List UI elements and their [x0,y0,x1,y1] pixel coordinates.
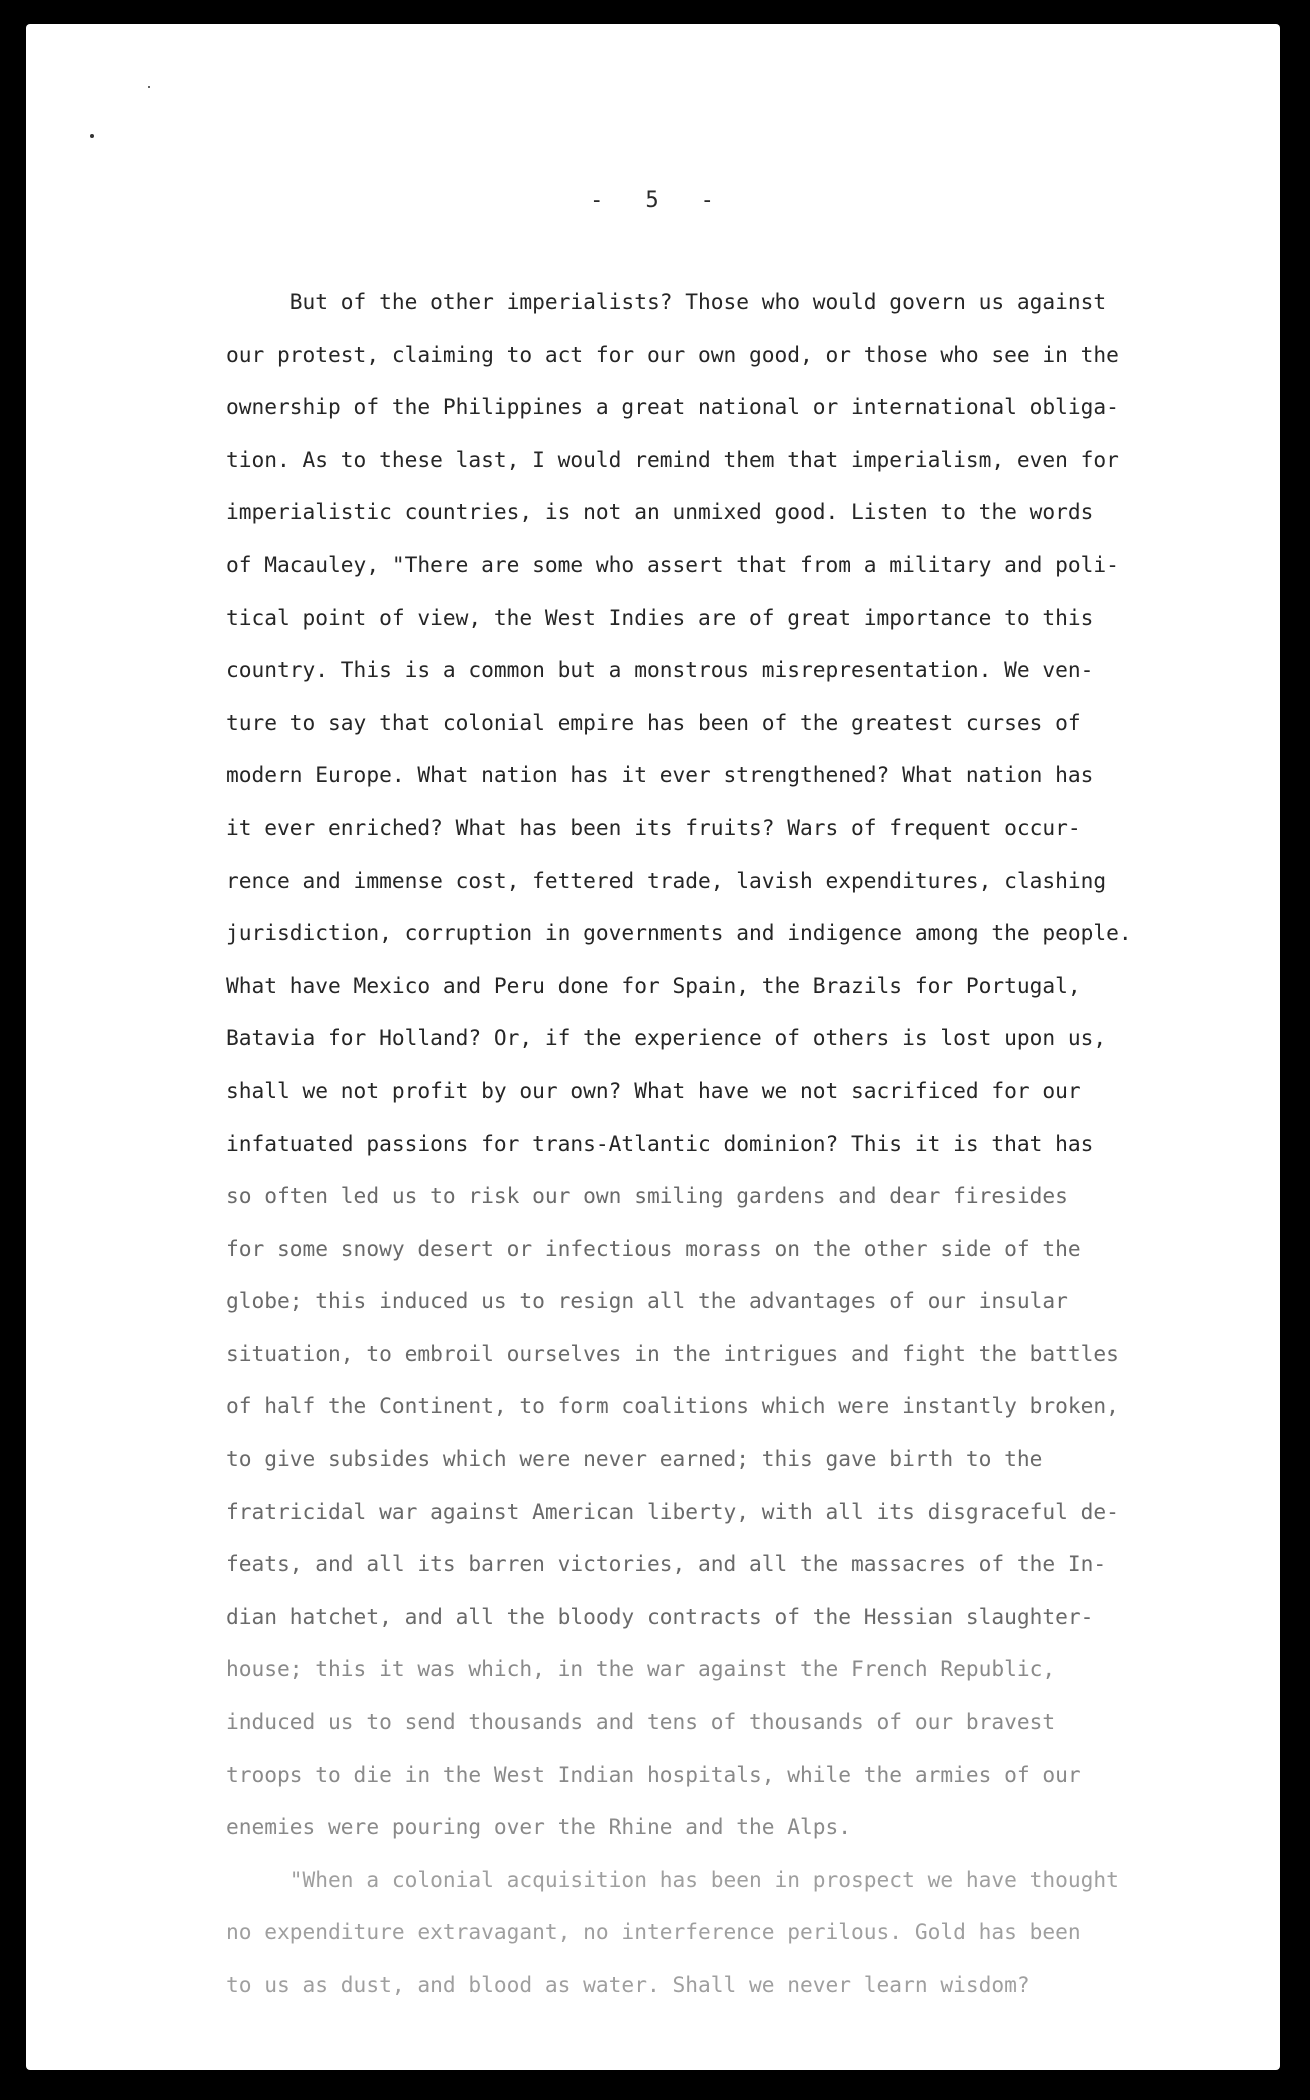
text-line: infatuated passions for trans-Atlantic dominion? This it is that has [226,1130,1094,1156]
text-line: "When a colonial acquisition has been in prospect we have thought [226,1866,1119,1892]
text-line: rence and immense cost, fettered trade, lavish expenditures, clashing [226,867,1107,893]
text-line: enemies were pouring over the Rhine and the Alps. [226,1814,852,1840]
text-line: for some snowy desert or infectious morass on the other side of the [226,1235,1081,1261]
body-text [226,276,1186,2012]
page-number-dash-right: - [700,188,716,213]
text-line: so often led us to risk our own smiling gardens and dear firesides [226,1183,1068,1209]
page-number-value: 5 [645,188,661,213]
text-line: it ever enriched? What has been its fruits? Wars of frequent occur- [226,814,1081,840]
text-line: feats, and all its barren victories, and all the massacres of the In- [226,1551,1107,1577]
text-line: globe; this induced us to resign all the advantages of our insular [226,1288,1068,1314]
text-line: of Macauley, "There are some who assert that from a military and poli- [226,551,1119,577]
text-line: tical point of view, the West Indies are of great importance to this [226,604,1094,630]
text-line: troops to die in the West Indian hospitals, while the armies of our [226,1761,1081,1787]
text-line: house; this it was which, in the war against the French Republic, [226,1656,1056,1682]
text-line: no expenditure extravagant, no interference perilous. Gold has been [226,1919,1081,1945]
text-line: situation, to embroil ourselves in the intrigues and fight the battles [226,1340,1119,1366]
text-line: jurisdiction, corruption in governments and indigence among the people. [226,920,1132,946]
ink-speck [90,134,94,138]
text-line: dian hatchet, and all the bloody contracts of the Hessian slaughter- [226,1603,1094,1629]
text-line: of half the Continent, to form coalitions which were instantly broken, [226,1393,1119,1419]
text-line: imperialistic countries, is not an unmixed good. Listen to the words [226,499,1094,525]
text-line: But of the other imperialists? Those who would govern us against [226,289,1107,314]
text-line: ownership of the Philippines a great national or international obliga- [226,394,1119,420]
text-line: ture to say that colonial empire has been of the greatest curses of [226,709,1081,735]
document-page [26,24,1280,2070]
text-line: fratricidal war against American liberty, with all its disgraceful de- [226,1498,1119,1524]
text-line: induced us to send thousands and tens of thousands of our bravest [226,1709,1056,1735]
text-line: What have Mexico and Peru done for Spain, the Brazils for Portugal, [226,972,1081,998]
page-number [26,188,1280,213]
text-line: shall we not profit by our own? What have we not sacrificed for our [226,1077,1081,1103]
text-line: Batavia for Holland? Or, if the experience of others is lost upon us, [226,1025,1107,1051]
text-line: country. This is a common but a monstrous misrepresentation. We ven- [226,657,1094,683]
ink-speck [148,86,150,88]
page-number-dash-left: - [590,188,606,213]
text-line: modern Europe. What nation has it ever strengthened? What nation has [226,762,1094,788]
text-line: to give subsides which were never earned; this gave birth to the [226,1446,1043,1472]
text-line: tion. As to these last, I would remind them that imperialism, even for [226,446,1119,472]
text-line: to us as dust, and blood as water. Shall we never learn wisdom? [226,1972,1030,1997]
text-line: our protest, claiming to act for our own good, or those who see in the [226,341,1119,367]
